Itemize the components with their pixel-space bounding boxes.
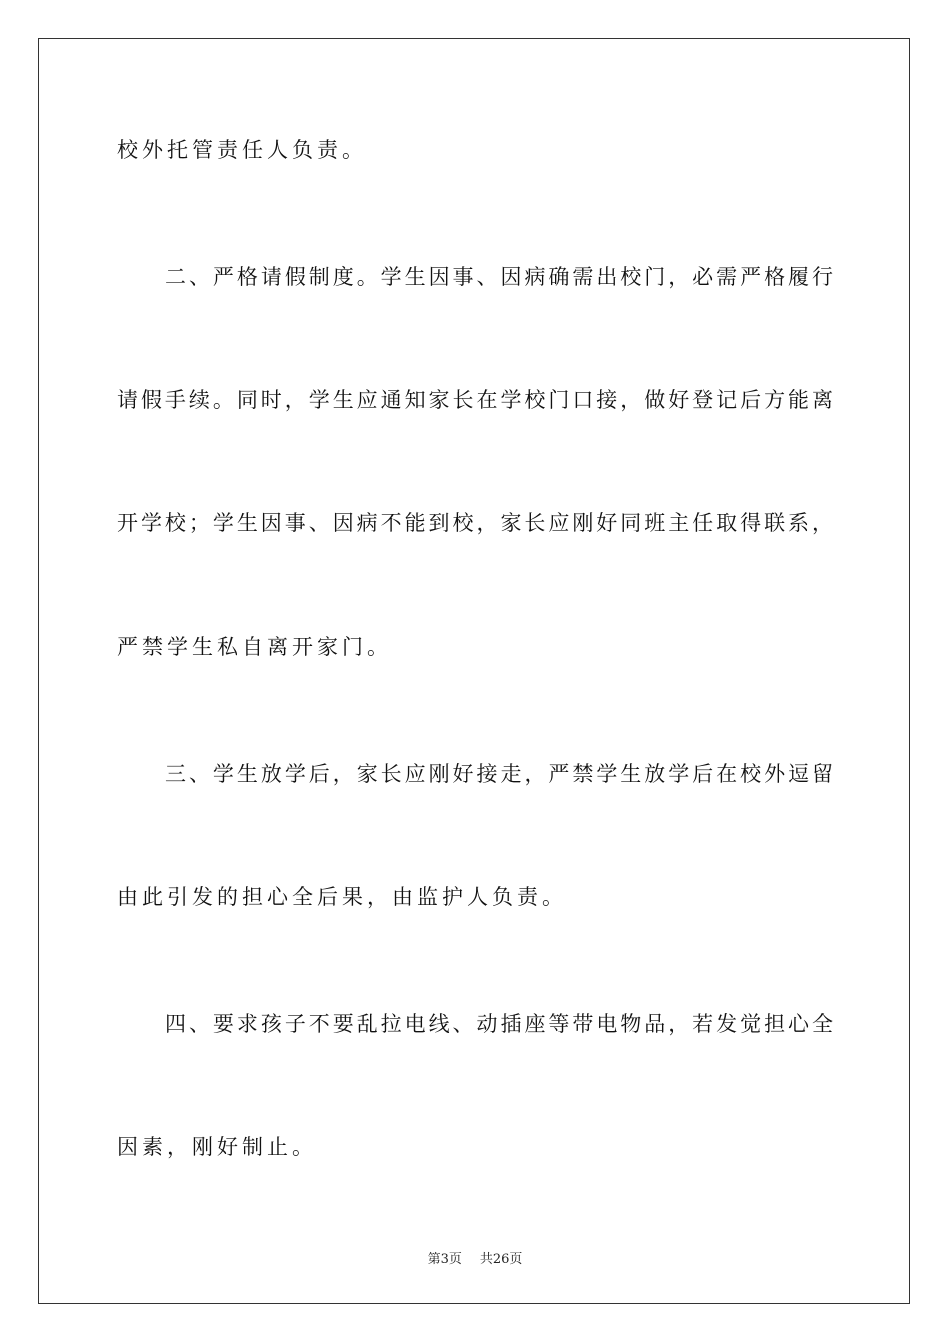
page-number: 第3页 bbox=[427, 1252, 462, 1267]
paragraph-line: 因素，刚好制止。 bbox=[117, 1135, 317, 1159]
paragraph-line: 严禁学生私自离开家门。 bbox=[117, 635, 392, 659]
paragraph-line: 由此引发的担心全后果，由监护人负责。 bbox=[117, 885, 567, 909]
paragraph-line: 开学校；学生因事、因病不能到校，家长应刚好同班主任取得联系， bbox=[117, 511, 833, 535]
paragraph-line: 校外托管责任人负责。 bbox=[117, 138, 367, 162]
page-border bbox=[38, 38, 910, 1304]
page-footer bbox=[0, 1248, 950, 1267]
paragraph-line: 三、学生放学后，家长应刚好接走，严禁学生放学后在校外逗留 bbox=[165, 762, 833, 786]
paragraph-line: 四、要求孩子不要乱拉电线、动插座等带电物品，若发觉担心全 bbox=[165, 1012, 833, 1036]
paragraph-line: 请假手续。同时，学生应通知家长在学校门口接，做好登记后方能离 bbox=[117, 388, 833, 412]
page-total: 共26页 bbox=[479, 1252, 523, 1267]
paragraph-line: 二、严格请假制度。学生因事、因病确需出校门，必需严格履行 bbox=[165, 265, 833, 289]
